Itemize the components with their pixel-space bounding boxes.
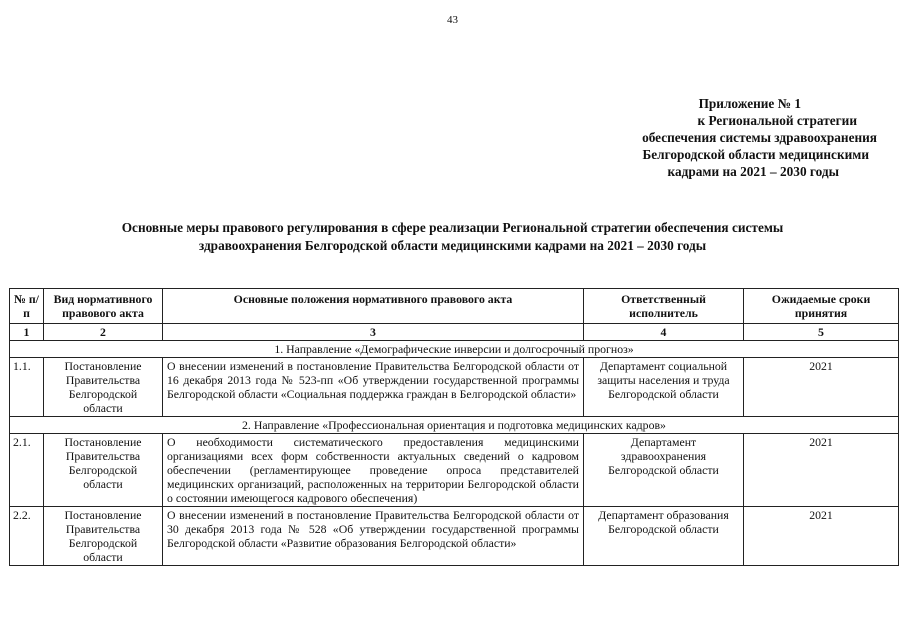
appendix-line-2: к Региональной стратегии (697, 113, 857, 128)
table-row (10, 358, 899, 417)
column-number: 5 (744, 324, 899, 341)
header-provisions: Основные положения нормативного правового акта (163, 289, 584, 324)
row-provisions: О необходимости систематического предоставления медицинскими организациями всех форм собственности актуальных сведений о кадровом обеспечении (регламентирующее проведение опроса представителей медицинских организаций, расположенных на территории Белгородской области о состоянии имеющегося кадрового обеспечения) (163, 434, 584, 507)
row-responsible: Департамент здравоохранения Белгородской области (584, 434, 744, 507)
appendix-line-3: обеспечения системы здравоохранения (642, 130, 877, 145)
row-responsible: Департамент образования Белгородской области (584, 507, 744, 566)
section-title: 2. Направление «Профессиональная ориентация и подготовка медицинских кадров» (10, 417, 899, 434)
appendix-heading (577, 95, 877, 180)
row-provisions: О внесении изменений в постановление Правительства Белгородской области от 16 декабря 2013 года № 523-пп «Об утверждении государственной программы Белгородской области «Социальная поддержка граждан в Белгородской области» (163, 358, 584, 417)
row-responsible: Департамент социальной защиты населения и труда Белгородской области (584, 358, 744, 417)
table-row (10, 507, 899, 566)
row-number: 1.1. (10, 358, 44, 417)
section-row (10, 417, 899, 434)
row-provisions: О внесении изменений в постановление Правительства Белгородской области от 30 декабря 2013 года № 528 «Об утверждении государственной программы Белгородской области «Развитие образования Белгородской области» (163, 507, 584, 566)
section-title: 1. Направление «Демографические инверсии и долгосрочный прогноз» (10, 341, 899, 358)
page-number: 43 (447, 14, 458, 26)
row-term: 2021 (744, 358, 899, 417)
row-number: 2.2. (10, 507, 44, 566)
document-title (30, 219, 875, 255)
document-title-line-1: Основные меры правового регулирования в сфере реализации Региональной стратегии обеспечения системы (121, 220, 784, 235)
column-number: 3 (163, 324, 584, 341)
row-act-type: Постановление Правительства Белгородской области (44, 358, 163, 417)
appendix-line-4: Белгородской области медицинскими (642, 147, 869, 162)
row-number: 2.1. (10, 434, 44, 507)
header-term: Ожидаемые сроки принятия (744, 289, 899, 324)
document-title-line-2: здравоохранения Белгородской области медицинскими кадрами на 2021 – 2030 годы (198, 238, 707, 253)
header-responsible: Ответственный исполнитель (584, 289, 744, 324)
header-number: № п/п (10, 289, 44, 324)
row-term: 2021 (744, 507, 899, 566)
appendix-line-5: кадрами на 2021 – 2030 годы (667, 164, 839, 179)
column-number: 1 (10, 324, 44, 341)
row-act-type: Постановление Правительства Белгородской области (44, 434, 163, 507)
column-numbers-row (10, 324, 899, 341)
column-number: 4 (584, 324, 744, 341)
table-row (10, 434, 899, 507)
table-header-row (10, 289, 899, 324)
column-number: 2 (44, 324, 163, 341)
row-term: 2021 (744, 434, 899, 507)
measures-table (9, 288, 899, 566)
row-act-type: Постановление Правительства Белгородской области (44, 507, 163, 566)
section-row (10, 341, 899, 358)
header-act-type: Вид нормативного правового акта (44, 289, 163, 324)
appendix-line-1: Приложение № 1 (698, 96, 801, 111)
